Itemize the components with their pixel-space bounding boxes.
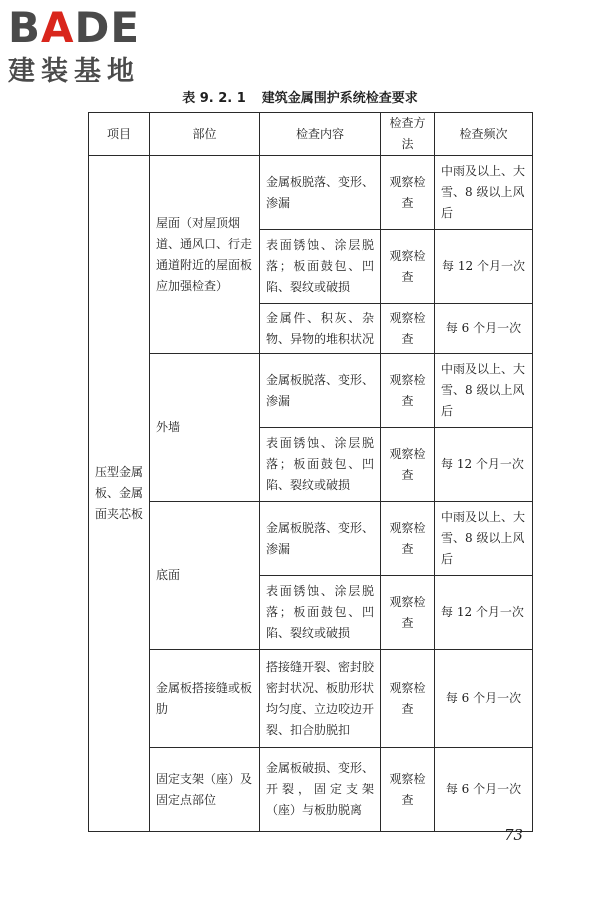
header-method: 检查方法 (381, 113, 435, 156)
method-cell: 观察检查 (381, 156, 435, 230)
content-cell: 金属件、积灰、杂物、异物的堆积状况 (260, 304, 381, 354)
table-row (89, 156, 533, 230)
logo-wordmark: BADE (8, 3, 141, 52)
method-cell: 观察检查 (381, 354, 435, 428)
frequency-cell: 每 6 个月一次 (435, 304, 533, 354)
method-cell: 观察检查 (381, 650, 435, 748)
content-cell: 表面锈蚀、涂层脱落；板面鼓包、凹陷、裂纹或破损 (260, 230, 381, 304)
content-cell: 金属板脱落、变形、渗漏 (260, 502, 381, 576)
inspection-table (88, 112, 533, 832)
table-row (89, 650, 533, 748)
table-number: 表 9. 2. 1 (182, 91, 246, 106)
frequency-cell: 中雨及以上、大雪、8 级以上风后 (435, 502, 533, 576)
method-cell: 观察检查 (381, 304, 435, 354)
content-cell: 表面锈蚀、涂层脱落；板面鼓包、凹陷、裂纹或破损 (260, 428, 381, 502)
content-cell: 金属板破损、变形、开裂，固定支架（座）与板肋脱离 (260, 748, 381, 832)
content-cell: 金属板脱落、变形、渗漏 (260, 156, 381, 230)
frequency-cell: 每 12 个月一次 (435, 428, 533, 502)
table-row (89, 748, 533, 832)
part-cell-wall: 外墙 (150, 354, 260, 502)
frequency-cell: 每 12 个月一次 (435, 576, 533, 650)
header-part: 部位 (150, 113, 260, 156)
table-caption (0, 90, 600, 108)
table-title: 建筑金属围护系统检查要求 (261, 91, 418, 106)
part-cell-roof: 屋面（对屋顶烟道、通风口、行走通道附近的屋面板应加强检查） (150, 156, 260, 354)
method-cell: 观察检查 (381, 428, 435, 502)
table-row (89, 354, 533, 428)
header-item: 项目 (89, 113, 150, 156)
method-cell: 观察检查 (381, 502, 435, 576)
table-row (89, 502, 533, 576)
method-cell: 观察检查 (381, 576, 435, 650)
content-cell: 表面锈蚀、涂层脱落；板面鼓包、凹陷、裂纹或破损 (260, 576, 381, 650)
bade-logo (8, 4, 178, 92)
part-cell-bottom: 底面 (150, 502, 260, 650)
method-cell: 观察检查 (381, 230, 435, 304)
content-cell: 金属板脱落、变形、渗漏 (260, 354, 381, 428)
frequency-cell: 每 12 个月一次 (435, 230, 533, 304)
frequency-cell: 每 6 个月一次 (435, 650, 533, 748)
part-cell-seam: 金属板搭接缝或板肋 (150, 650, 260, 748)
frequency-cell: 中雨及以上、大雪、8 级以上风后 (435, 354, 533, 428)
method-cell: 观察检查 (381, 748, 435, 832)
page-number: 73 (504, 826, 524, 844)
header-content: 检查内容 (260, 113, 381, 156)
header-frequency: 检查频次 (435, 113, 533, 156)
logo-subtitle: 建装基地 (8, 56, 140, 87)
part-cell-bracket: 固定支架（座）及固定点部位 (150, 748, 260, 832)
frequency-cell: 中雨及以上、大雪、8 级以上风后 (435, 156, 533, 230)
table-header-row (89, 113, 533, 156)
item-cell: 压型金属板、金属面夹芯板 (89, 156, 150, 832)
frequency-cell: 每 6 个月一次 (435, 748, 533, 832)
content-cell: 搭接缝开裂、密封胶密封状况、板肋形状均匀度、立边咬边开裂、扣合肋脱扣 (260, 650, 381, 748)
